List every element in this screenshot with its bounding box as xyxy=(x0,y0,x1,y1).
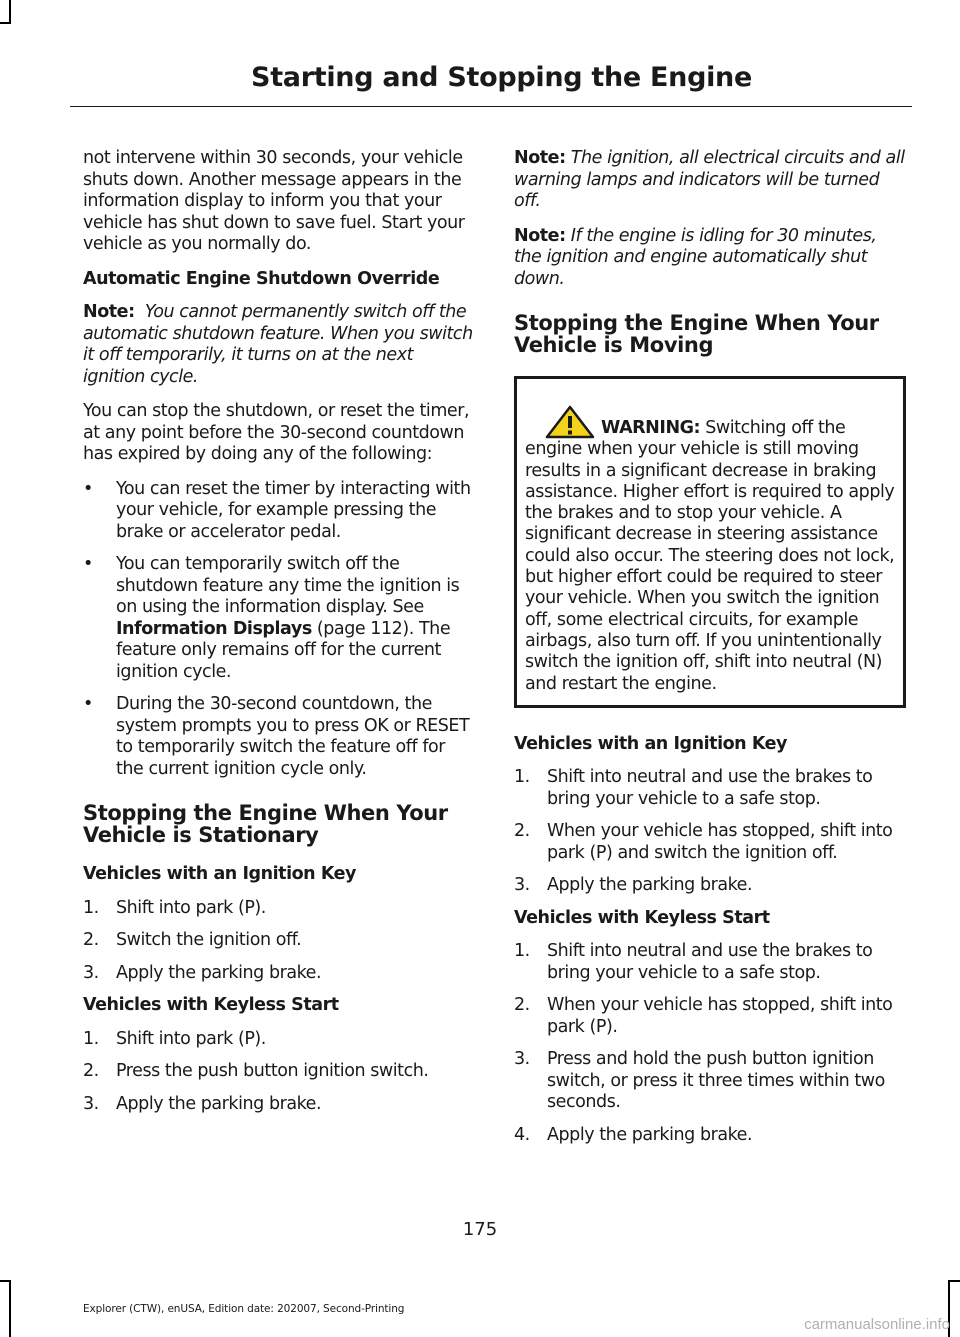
crop-mark-bottom-left-h xyxy=(0,1280,11,1282)
warning-triangle-icon xyxy=(545,405,595,439)
list-item xyxy=(83,554,475,683)
crop-mark-bottom-right-h xyxy=(948,1280,960,1282)
step-text: When your vehicle has stopped, shift into park (P). xyxy=(547,995,893,1037)
step-text: Switch the ignition off. xyxy=(116,930,302,950)
bullet-text: You can temporarily switch off the shutdown feature any time the ignition is on using the information display. See xyxy=(116,554,460,617)
step-text: Apply the parking brake. xyxy=(116,962,322,983)
list-item xyxy=(514,995,906,1038)
ignition-key-steps xyxy=(514,767,906,897)
ignition-key-heading: Vehicles with an Ignition Key xyxy=(514,733,788,754)
step-text: Shift into park (P). xyxy=(116,1028,266,1049)
note-text: If the engine is idling for 30 minutes, the ignition and engine automatically shut down. xyxy=(514,225,877,289)
list-item xyxy=(514,821,906,864)
note-text: The ignition, all electrical circuits and all warning lamps and indicators will be turned off. xyxy=(514,148,905,211)
warning-label: WARNING: xyxy=(601,418,701,438)
step-number: 2. xyxy=(83,930,99,950)
note-text: You cannot permanently switch off the automatic shutdown feature. When you switch it off temporarily, it turns on at the next ignition cycle. xyxy=(83,302,473,387)
note-label: Note: xyxy=(514,225,566,246)
step-number: 2. xyxy=(83,1061,99,1081)
moving-heading: Stopping the Engine When Your Vehicle is Moving xyxy=(514,311,879,357)
step-number: 1. xyxy=(83,1028,99,1049)
override-note xyxy=(83,302,475,388)
crop-mark-top-left-h xyxy=(0,22,11,24)
list-item xyxy=(514,941,906,984)
page-number: 175 xyxy=(462,1219,498,1240)
step-text: Shift into neutral and use the brakes to bring your vehicle to a safe stop. xyxy=(547,941,873,983)
edition-footer: Explorer (CTW), enUSA, Edition date: 202007, Second-Printing xyxy=(83,1303,405,1315)
step-number: 3. xyxy=(83,962,99,983)
list-item xyxy=(514,875,906,897)
crop-mark-top-left xyxy=(9,0,11,22)
step-number: 2. xyxy=(514,995,530,1016)
note-idling xyxy=(514,226,906,291)
list-item xyxy=(83,930,475,952)
list-item xyxy=(83,963,475,985)
ignition-key-steps xyxy=(83,898,475,985)
note-label: Note: xyxy=(83,302,135,322)
list-item xyxy=(83,1061,475,1083)
left-column xyxy=(83,148,475,1126)
list-item xyxy=(83,479,475,544)
list-item xyxy=(514,1125,906,1147)
step-number: 3. xyxy=(83,1093,99,1114)
override-bullet-list xyxy=(83,479,475,781)
step-number: 1. xyxy=(514,941,530,962)
note-ignition-off xyxy=(514,148,906,213)
step-text: Shift into neutral and use the brakes to bring your vehicle to a safe stop. xyxy=(547,767,873,809)
override-heading: Automatic Engine Shutdown Override xyxy=(83,268,440,289)
stationary-heading: Stopping the Engine When Your Vehicle is Stationary xyxy=(83,801,448,847)
list-item xyxy=(514,767,906,810)
step-number: 3. xyxy=(514,875,530,896)
list-item xyxy=(83,1094,475,1116)
crop-mark-bottom-left xyxy=(9,1280,11,1337)
stop-paragraph: You can stop the shutdown, or reset the timer, at any point before the 30-second countdown has expired by doing any of the following: xyxy=(83,401,470,464)
step-number: 4. xyxy=(514,1124,530,1145)
warning-text: Switching off the engine when your vehicle is still moving results in a significant decrease in braking assistance. Higher effort is required to apply the brakes and to stop your vehicle. A significant decrease in steering assistance could also occur. The steering does not lock, but higher effort could be required to steer your vehicle. When you switch the ignition off, some electrical circuits, for example airbags, also turn off. If you unintentionally switch the ignition off, shift into neutral (N) and restart the engine. xyxy=(525,418,895,694)
keyless-heading: Vehicles with Keyless Start xyxy=(514,907,770,928)
note-label: Note: xyxy=(514,148,566,168)
step-text: Press the push button ignition switch. xyxy=(116,1061,429,1081)
bullet-marker: • xyxy=(83,694,93,714)
bullet-marker: • xyxy=(83,478,93,499)
list-item xyxy=(514,1049,906,1114)
watermark: carmanualsonline.info xyxy=(804,1316,950,1333)
list-item xyxy=(83,694,475,780)
header-divider xyxy=(70,106,912,107)
step-text: Shift into park (P). xyxy=(116,897,266,918)
step-text: Apply the parking brake. xyxy=(116,1093,322,1114)
bullet-text: You can reset the timer by interacting with your vehicle, for example pressing the brake or accelerator pedal. xyxy=(116,478,471,542)
warning-box xyxy=(514,376,906,708)
step-number: 1. xyxy=(83,897,99,918)
step-text: When your vehicle has stopped, shift into park (P) and switch the ignition off. xyxy=(547,821,893,863)
step-number: 1. xyxy=(514,767,530,788)
step-text: Press and hold the push button ignition switch, or press it three times within two seconds. xyxy=(547,1049,885,1113)
list-item xyxy=(83,1029,475,1051)
right-column xyxy=(514,148,906,1157)
ignition-key-heading: Vehicles with an Ignition Key xyxy=(83,864,357,884)
step-number: 2. xyxy=(514,821,530,842)
step-number: 3. xyxy=(514,1049,530,1070)
bullet-marker: • xyxy=(83,554,93,574)
list-item xyxy=(83,898,475,920)
page-title: Starting and Stopping the Engine xyxy=(251,62,752,93)
keyless-steps xyxy=(514,941,906,1146)
intro-paragraph: not intervene within 30 seconds, your vehicle shuts down. Another message appears in the information display to inform you that your vehicle has shut down to save fuel. Start your vehicle as you normally do. xyxy=(83,148,465,254)
step-text: Apply the parking brake. xyxy=(547,875,753,896)
bullet-text: During the 30-second countdown, the system prompts you to press OK or RESET to temporarily switch the feature off for the current ignition cycle only. xyxy=(116,694,470,779)
keyless-heading: Vehicles with Keyless Start xyxy=(83,995,339,1015)
information-displays-link[interactable]: Information Displays xyxy=(116,618,312,639)
step-text: Apply the parking brake. xyxy=(547,1124,753,1145)
bullet-text: (page 112). The feature only remains off for the current ignition cycle. xyxy=(116,618,451,682)
keyless-steps xyxy=(83,1029,475,1116)
